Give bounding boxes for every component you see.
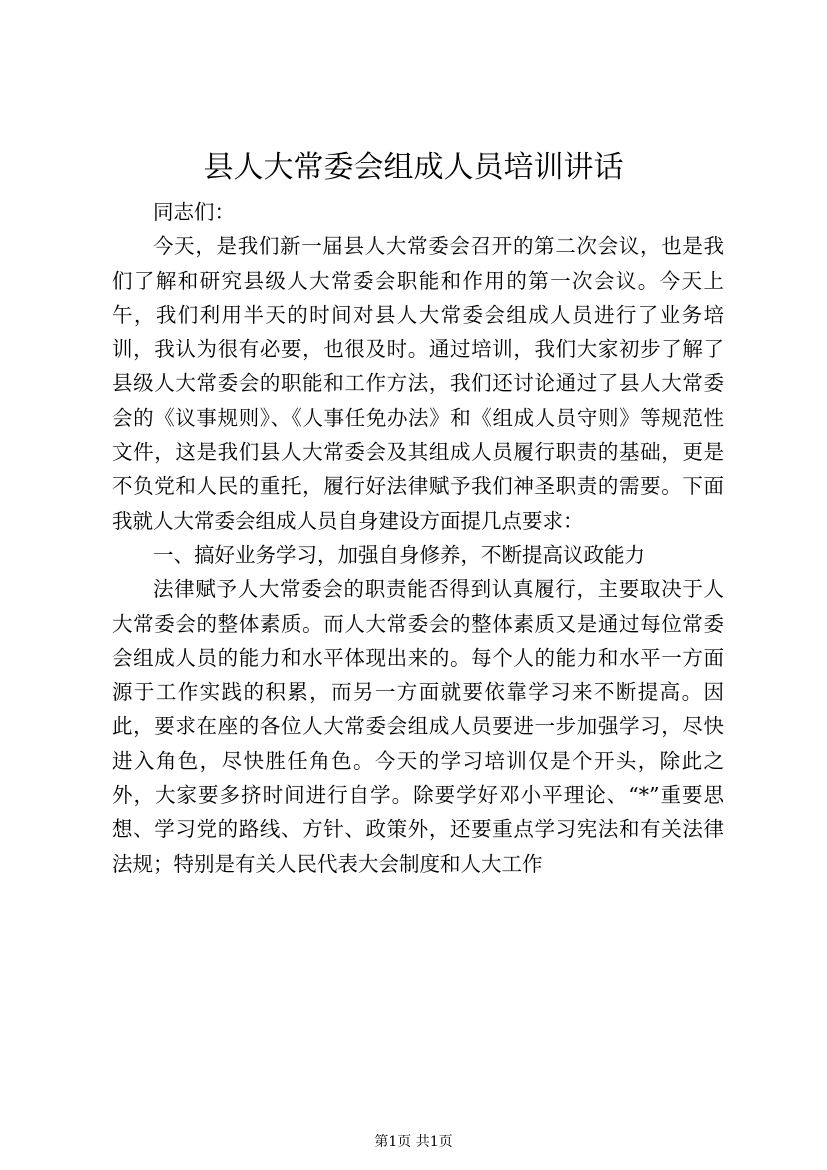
page-footer: 第1页 共1页 xyxy=(374,1134,453,1150)
salutation: 同志们： xyxy=(153,200,235,224)
document-body xyxy=(112,195,724,881)
paragraph: 今天，是我们新一届县人大常委会召开的第二次会议，也是我们了解和研究县级人大常委会职能和作用的第一次会议。今天上午，我们利用半天的时间对县人大常委会组成人员进行了业务培训，我认为很有必要，也很及时。通过培训，我们大家初步了解了县级人大常委会的职能和工作方法，我们还讨论通过了县人大常委会的《议事规则》、《人事任免办法》和《组成人员守则》等规范性文件，这是我们县人大常委会及其组成人员履行职责的基础，更是不负党和人民的重托，履行好法律赋予我们神圣职责的需要。下面我就人大常委会组成人员自身建设方面提几点要求： xyxy=(112,234,724,533)
paragraph: 法律赋予人大常委会的职责能否得到认真履行，主要取决于人大常委会的整体素质。而人大常委会的整体素质又是通过每位常委会组成人员的能力和水平体现出来的。每个人的能力和水平一方面源于工作实践的积累，而另一方面就要依靠学习来不断提高。因此，要求在座的各位人大常委会组成人员要进一步加强学习，尽快进入角色，尽快胜任角色。今天的学习培训仅是个开头，除此之外，大家要多挤时间进行自学。除要学好邓小平理论、“*”重要思想、学习党的路线、方针、政策外，还要重点学习宪法和有关法律法规；特别是有关人民代表大会制度和人大工作 xyxy=(112,577,724,876)
document-title: 县人大常委会组成人员培训讲话 xyxy=(203,150,624,185)
section-heading: 一、搞好业务学习，加强自身修养，不断提高议政能力 xyxy=(153,542,645,567)
